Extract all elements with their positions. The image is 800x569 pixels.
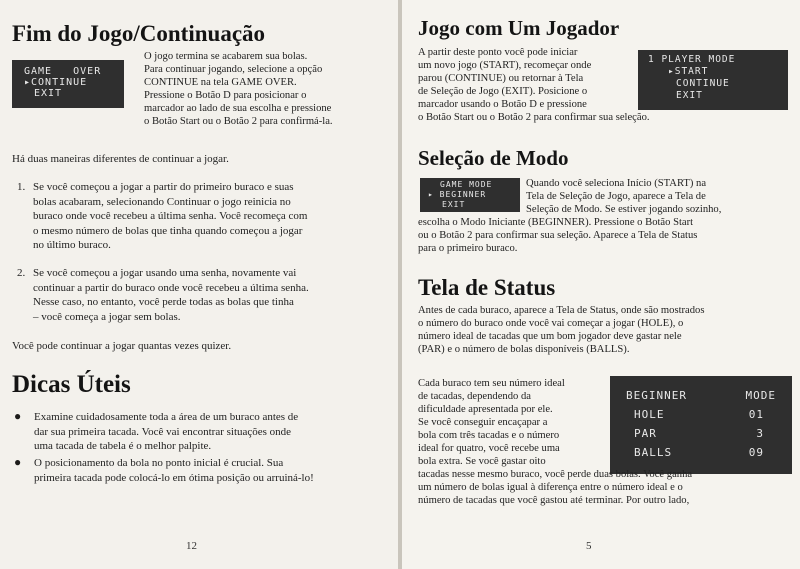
screen-option-start: ▸START bbox=[668, 66, 709, 77]
game-over-title: Fim do Jogo/Continuação bbox=[12, 21, 266, 46]
text-line: Quando você seleciona Início (START) na bbox=[526, 178, 707, 189]
status-par-row bbox=[626, 424, 764, 443]
text-line: Se você conseguir encaçapar a bbox=[418, 417, 548, 428]
hole-label: HOLE bbox=[634, 408, 665, 421]
status-screen-title: Tela de Status bbox=[418, 275, 556, 300]
text-line: dar sua primeira tacada. Você vai encontrar situações onde bbox=[34, 425, 292, 438]
text-line: CONTINUE na tela GAME OVER. bbox=[144, 77, 297, 88]
screen-option-exit: EXIT bbox=[34, 88, 63, 99]
text-line: um novo jogo (START), recomeçar onde bbox=[418, 60, 592, 71]
page-number: 12 bbox=[186, 540, 197, 552]
text-line: de tacadas, dependendo da bbox=[418, 391, 531, 402]
game-over-screen bbox=[12, 60, 124, 108]
text-line: Tela de Seleção de Jogo, aparece a Tela de bbox=[526, 191, 706, 202]
screen-option-exit: EXIT bbox=[442, 200, 466, 209]
tip-text bbox=[34, 456, 394, 485]
text-line: uma tacada de tabela é o melhor palpite. bbox=[34, 440, 212, 453]
text-line: ou o Botão 2 para confirmar sua seleção. Aparece a Tela de Status bbox=[418, 230, 698, 241]
text-line: um número de bolas igual à diferença entre o número ideal e o bbox=[418, 482, 683, 493]
mode-select-title: Seleção de Modo bbox=[418, 146, 569, 170]
text-line: o Botão Start ou o Botão 2 para confirmá-la. bbox=[144, 116, 333, 127]
text-line: Nesse caso, no entanto, você perde todas as bolas que tinha bbox=[33, 296, 294, 309]
status-balls-row bbox=[626, 443, 764, 462]
text-line: Se você começou a jogar a partir do primeiro buraco e suas bbox=[33, 181, 294, 193]
screen-option-exit: EXIT bbox=[676, 90, 703, 101]
text-line: Se você começou a jogar usando uma senha, novamente vai bbox=[33, 267, 297, 279]
status-header bbox=[626, 386, 776, 405]
tip-text bbox=[34, 410, 394, 454]
status-body-lower bbox=[418, 468, 798, 507]
mode-select-text-upper bbox=[526, 177, 794, 216]
text-line: O jogo termina se acabarem sua bolas. bbox=[144, 51, 308, 62]
mode-select-text-lower bbox=[418, 216, 798, 255]
screen-option-continue: ▸CONTINUE bbox=[24, 77, 88, 88]
bullet-icon: ● bbox=[14, 409, 22, 423]
text-line: tacadas nesse mesmo buraco, você perde duas bolas. Você ganha bbox=[418, 469, 693, 480]
item-text bbox=[33, 266, 393, 324]
screen-title: 1 PLAYER MODE bbox=[648, 54, 736, 65]
left-page bbox=[0, 0, 398, 569]
item-number: 1. bbox=[17, 181, 26, 193]
status-body-upper bbox=[418, 377, 608, 468]
text-line: primeira tacada pode colocá-lo em ótima posição ou arruiná-lo! bbox=[34, 471, 314, 484]
text-line: bolas acabaram, selecionando Continuar o jogo reinicia no bbox=[33, 195, 291, 208]
player-mode-screen bbox=[638, 50, 788, 110]
status-mode-label: MODE bbox=[745, 389, 776, 402]
game-mode-screen bbox=[420, 178, 520, 212]
balls-label: BALLS bbox=[634, 446, 673, 459]
text-line: bola extra. Se você gastar oito bbox=[418, 456, 546, 467]
closing-text: Você pode continuar a jogar quantas vezes quizer. bbox=[12, 340, 232, 352]
text-line: para o primeiro buraco. bbox=[418, 243, 518, 254]
item-number: 2. bbox=[17, 267, 26, 279]
text-line: buraco onde você recebeu a última senha. Você recomeça com bbox=[33, 210, 308, 223]
text-line: número de tacadas que você gastou até terminar. Por outro lado, bbox=[418, 495, 690, 506]
text-line: dificuldade apresentada por ele. bbox=[418, 404, 553, 415]
text-line: O posicionamento da bola no ponto inicial é crucial. Sua bbox=[34, 457, 284, 469]
text-line: (PAR) e o número de bolas disponíveis (BALLS). bbox=[418, 344, 630, 355]
text-line: o mesmo número de bolas que tinha quando começou a jogar bbox=[33, 224, 303, 237]
par-label: PAR bbox=[634, 427, 657, 440]
text-line: bola com três tacadas e o número bbox=[418, 430, 560, 441]
text-line: Seleção de Modo. Se estiver jogando sozinho, bbox=[526, 204, 722, 215]
screen-option-beginner: ▸ BEGINNER bbox=[428, 190, 487, 199]
text-line: ideal for quatro, você recebe uma bbox=[418, 443, 560, 454]
balls-value: 09 bbox=[748, 446, 764, 459]
text-line: Cada buraco tem seu número ideal bbox=[418, 378, 565, 389]
game-over-intro bbox=[144, 50, 394, 128]
text-line: Para continuar jogando, selecione a opção bbox=[144, 64, 323, 75]
text-line: Antes de cada buraco, aparece a Tela de Status, onde são mostrados bbox=[418, 305, 705, 316]
text-line: A partir deste ponto você pode iniciar bbox=[418, 47, 578, 58]
screen-title: GAME MODE bbox=[440, 180, 493, 189]
text-line: o Botão Start ou o Botão 2 para confirmar sua seleção. bbox=[418, 112, 650, 123]
text-line: – você começa a jogar sem bolas. bbox=[33, 310, 181, 323]
single-player-title: Jogo com Um Jogador bbox=[418, 16, 620, 40]
text-line: continuar a partir do buraco onde você recebeu a última senha. bbox=[33, 281, 309, 294]
text-line: o número do buraco onde você vai começar a jogar (HOLE), o bbox=[418, 318, 684, 329]
text-line: no último buraco. bbox=[33, 239, 111, 252]
par-value: 3 bbox=[756, 427, 764, 440]
screen-title: GAME OVER bbox=[24, 66, 102, 77]
text-line: parou (CONTINUE) ou retornar à Tela bbox=[418, 73, 584, 84]
text-line: número ideal de tacadas que um bom jogador deve gastar nele bbox=[418, 331, 682, 342]
item-text bbox=[33, 180, 393, 253]
text-line: marcador ao lado de sua escolha e pressione bbox=[144, 103, 332, 114]
status-screen bbox=[610, 376, 792, 474]
status-intro bbox=[418, 304, 798, 356]
hole-value: 01 bbox=[748, 408, 764, 421]
text-line: de Seleção de Jogo (EXIT). Posicione o bbox=[418, 86, 588, 97]
text-line: marcador usando o Botão D e pressione bbox=[418, 99, 587, 110]
text-line: escolha o Modo Iniciante (BEGINNER). Pressione o Botão Start bbox=[418, 217, 694, 228]
two-ways-text: Há duas maneiras diferentes de continuar a jogar. bbox=[12, 153, 229, 165]
text-line: Pressione o Botão D para posicionar o bbox=[144, 90, 307, 101]
status-mode: BEGINNER bbox=[626, 389, 687, 402]
tips-title: Dicas Úteis bbox=[12, 371, 131, 398]
text-line: Examine cuidadosamente toda a área de um buraco antes de bbox=[34, 411, 299, 423]
page-number: 5 bbox=[586, 540, 592, 552]
status-hole-row bbox=[626, 405, 764, 424]
bullet-icon: ● bbox=[14, 455, 22, 469]
right-page bbox=[402, 0, 800, 569]
screen-option-continue: CONTINUE bbox=[676, 78, 730, 89]
